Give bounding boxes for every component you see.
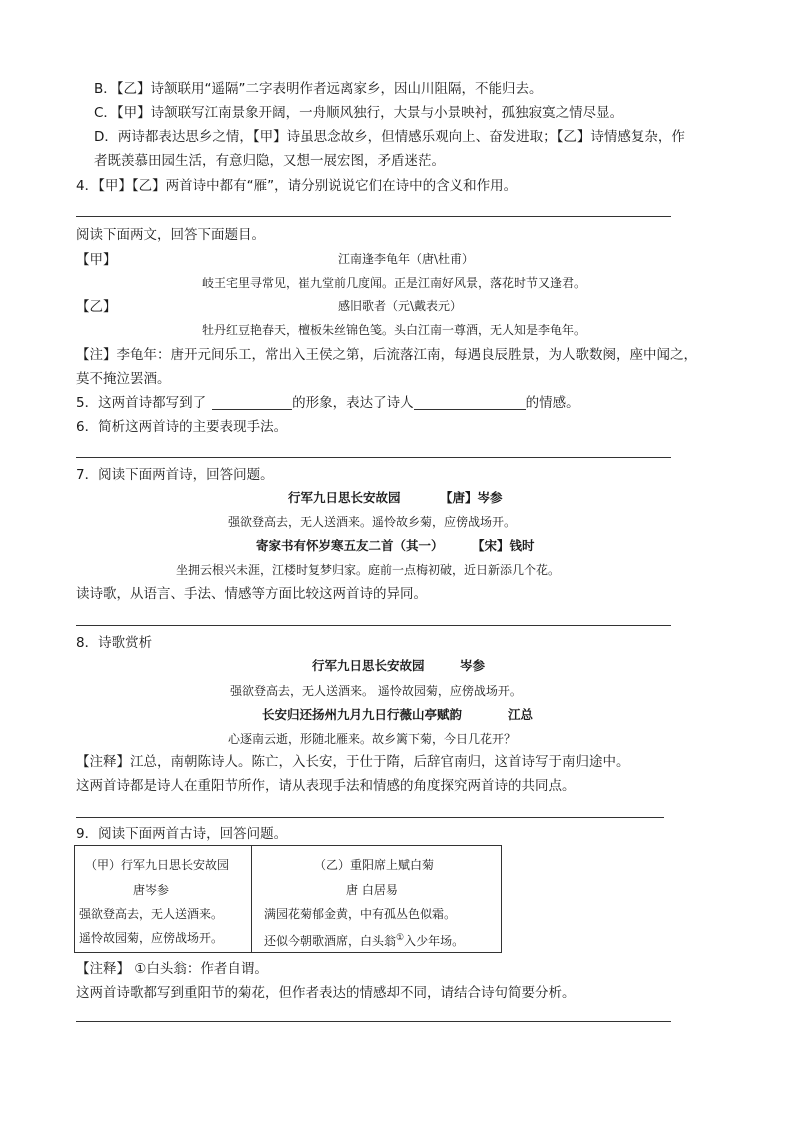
yi-poem-title: 感旧歌者（元\戴表元） [338, 299, 463, 313]
section-intro-5-6: 阅读下面两文，回答下面题目。 [76, 227, 265, 243]
yi-poem-text: 牡丹红豆艳春天，檀板朱丝锦色笺。头白江南一尊酒，无人知是李龟年。 [202, 323, 587, 337]
question-4: 4．【甲】【乙】两首诗中都有“雁”，请分别说说它们在诗中的含义和作用。 [76, 178, 518, 194]
q5-blank-1[interactable] [212, 395, 292, 410]
q8-poem2-text: 心逐南云逝，形随北雁来。故乡篱下菊，今日几花开？ [228, 732, 517, 746]
question-9: 这两首诗歌都写到重阳节的菊花，但作者表达的情感却不同，请结合诗句简要分析。 [76, 985, 576, 1001]
yi-label: 【乙】 [76, 299, 117, 315]
q5-part-b: 的形象，表达了诗人 [292, 395, 414, 411]
q7-poem1-title: 行军九日思长安故园 [288, 490, 401, 505]
q7-poem1-text: 强欲登高去，无人送酒来。遥怜故乡菊，应傍战场开。 [228, 515, 517, 529]
question-6: 6．简析这两首诗的主要表现手法。 [76, 419, 288, 435]
q8-poem2-title: 长安归还扬州九月九日行薇山亭赋韵 [262, 707, 463, 722]
q7-poem2-text: 坐拥云根兴未涯，江楼时复梦归家。庭前一点梅初破，近日新添几个花。 [176, 563, 561, 577]
question-9-intro: 9．阅读下面两首古诗，回答问题。 [76, 826, 288, 842]
q8-poem2-author: 江总 [508, 707, 534, 722]
q7-poem1-author: 【唐】岑参 [440, 490, 503, 505]
note-line2: 莫不掩泣罢酒。 [76, 371, 171, 387]
q9-jia-author: 唐岑参 [133, 883, 170, 897]
q9-yi-title: （乙）重阳席上赋白菊 [314, 858, 435, 872]
footnote-marker: ① [396, 933, 405, 943]
q9-yi-line2-a: 还似今朝歌酒席，白头翁 [264, 934, 397, 948]
q9-yi-line2 [264, 929, 464, 950]
q9-note: 【注释】 ①白头翁：作者自谓。 [76, 961, 268, 977]
question-8-intro: 8．诗歌赏析 [76, 635, 153, 651]
jia-poem-title: 江南逢李龟年（唐\杜甫） [338, 252, 475, 266]
q7-poem2-author: 【宋】钱时 [472, 538, 535, 553]
q5-part-c: 的情感。 [525, 395, 580, 411]
q9-yi-cell [252, 846, 502, 953]
question-5 [76, 394, 580, 412]
answer-line-9[interactable] [76, 1021, 671, 1022]
q8-poem1-text: 强欲登高去，无人送酒来。 遥怜故园菊，应傍战场开。 [230, 684, 522, 698]
question-7: 读诗歌，从语言、手法、情感等方面比较这两首诗的异同。 [76, 586, 427, 602]
q7-poem2-title: 寄家书有怀岁寒五友二首（其一） [256, 538, 444, 553]
q8-poem1-author: 岑参 [460, 658, 486, 673]
q9-poem-table [74, 845, 502, 953]
question-8: 这两首诗都是诗人在重阳节所作，请从表现手法和情感的角度探究两首诗的共同点。 [76, 778, 576, 794]
answer-line-6[interactable] [76, 457, 671, 458]
q9-jia-line1: 强欲登高去，无人送酒来。 [79, 907, 224, 921]
jia-label: 【甲】 [76, 252, 117, 268]
q9-yi-line2-b: 入少年场。 [404, 934, 465, 948]
option-b: B．【乙】诗颔联用“遥隔”二字表明作者远离家乡，因山川阻隔，不能归去。 [94, 81, 543, 97]
answer-line-7[interactable] [76, 625, 671, 626]
q9-yi-line1: 满园花菊郁金黄，中有孤丛色似霜。 [264, 907, 457, 921]
q8-note: 【注释】江总，南朝陈诗人。陈亡，入长安，于仕于隋，后辞官南归，这首诗写于南归途中。 [76, 754, 630, 770]
q9-yi-author: 唐 白居易 [346, 883, 398, 897]
option-d-line2: 者既羡慕田园生活，有意归隐，又想一展宏图，矛盾迷茫。 [94, 153, 445, 169]
q9-jia-line2: 遥怜故园菊，应傍战场开。 [79, 931, 224, 945]
note-line1: 【注】李龟年：唐开元间乐工，常出入王侯之第，后流落江南，每遇良辰胜景，为人歌数阕，座中闻之， [76, 347, 697, 363]
q9-jia-title: （甲）行军九日思长安故园 [85, 858, 230, 872]
q9-jia-cell [75, 846, 252, 953]
q8-poem1-title: 行军九日思长安故园 [312, 658, 425, 673]
answer-line-4[interactable] [76, 216, 671, 217]
q5-blank-2[interactable] [414, 395, 526, 410]
question-7-intro: 7．阅读下面两首诗，回答问题。 [76, 467, 274, 483]
option-c: C．【甲】诗颔联写江南景象开阔，一舟顺风独行，大景与小景映衬，孤独寂寞之情尽显。 [94, 105, 624, 121]
answer-line-8[interactable] [76, 817, 664, 818]
q5-part-a: 5．这两首诗都写到了 [76, 395, 207, 411]
option-d-line1: D．两诗都表达思乡之情，【甲】诗虽思念故乡，但情感乐观向上、奋发进取；【乙】诗情感复杂，作 [94, 129, 685, 145]
jia-poem-text: 岐王宅里寻常见，崔九堂前几度闻。正是江南好风景，落花时节又逢君。 [202, 276, 587, 290]
